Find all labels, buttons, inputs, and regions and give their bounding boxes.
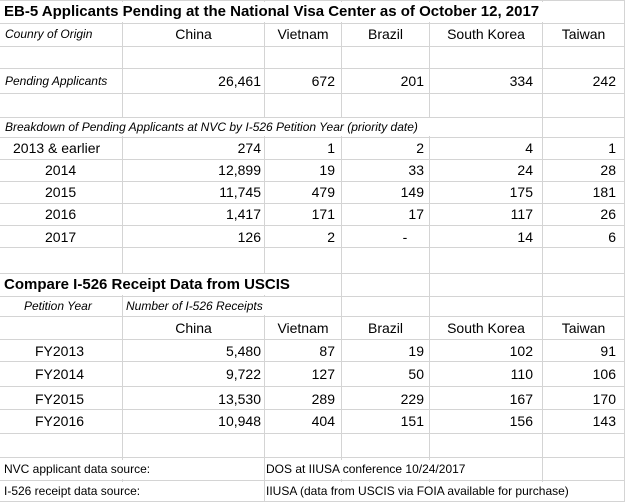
receipts-value: 9,722 (225, 366, 261, 382)
source-label-receipts: I-526 receipt data source: (0, 482, 254, 501)
receipts-value: 167 (509, 391, 533, 407)
receipts-value: 19 (408, 343, 424, 359)
header-country-brazil: Brazil (367, 26, 403, 42)
pending-value-china: 26,461 (218, 73, 261, 89)
receipts-count-label: Number of I-526 Receipts (123, 297, 286, 315)
sheet-title: EB-5 Applicants Pending at the National Visa Center as of October 12, 2017 (0, 2, 552, 22)
receipts-value: 102 (509, 343, 533, 359)
breakdown-value: 479 (311, 184, 335, 200)
receipts-title: Compare I-526 Receipt Data from USCIS (0, 274, 304, 295)
breakdown-value: 17 (408, 206, 424, 222)
header-country-south-korea: South Korea (447, 26, 525, 42)
receipts-value: 170 (592, 391, 616, 407)
receipts-country-brazil: Brazil (367, 320, 403, 336)
breakdown-year: 2013 & earlier (13, 140, 101, 156)
breakdown-value: 171 (311, 206, 335, 222)
petition-year-label: Petition Year (24, 299, 92, 313)
receipts-value: 10,948 (218, 413, 261, 429)
breakdown-value: 26 (600, 206, 616, 222)
receipts-value: 106 (592, 366, 616, 382)
header-country-vietnam: Vietnam (277, 26, 329, 42)
source-value-nvc: DOS at IIUSA conference 10/24/2017 (265, 460, 506, 479)
pending-value-south-korea: 334 (509, 73, 533, 89)
pending-value-brazil: 201 (400, 73, 424, 89)
receipts-value: 151 (400, 413, 424, 429)
origin-label: Counry of Origin (5, 27, 93, 41)
source-label-nvc: NVC applicant data source: (0, 460, 254, 479)
breakdown-value: 24 (517, 162, 533, 178)
receipts-value: 87 (319, 343, 335, 359)
breakdown-value: 126 (237, 229, 261, 245)
breakdown-value: 1 (608, 140, 616, 156)
receipts-value: 110 (510, 366, 533, 382)
breakdown-value: 33 (408, 162, 424, 178)
receipts-country-south-korea: South Korea (447, 320, 525, 336)
breakdown-value: 181 (592, 184, 616, 200)
breakdown-value: 14 (517, 229, 533, 245)
breakdown-value: 11,745 (219, 184, 261, 200)
pending-label: Pending Applicants (5, 74, 108, 88)
receipts-year: FY2014 (35, 366, 85, 382)
breakdown-value: 2 (327, 229, 335, 245)
breakdown-value: 28 (600, 162, 616, 178)
breakdown-value: 4 (525, 140, 533, 156)
receipts-value: 5,480 (225, 343, 261, 359)
breakdown-year: 2016 (45, 206, 77, 222)
receipts-value: 13,530 (218, 391, 261, 407)
receipts-value: 289 (311, 391, 335, 407)
receipts-value: 143 (592, 413, 616, 429)
breakdown-year: 2015 (45, 184, 77, 200)
receipts-year: FY2015 (35, 391, 85, 407)
breakdown-title: Breakdown of Pending Applicants at NVC by I-526 Petition Year (priority date) (0, 118, 457, 136)
source-value-receipts: IIUSA (data from USCIS via FOIA available for purchase) (265, 482, 621, 501)
breakdown-value: 175 (509, 184, 533, 200)
receipts-year: FY2016 (35, 413, 85, 429)
breakdown-value: 149 (400, 184, 424, 200)
header-country-taiwan: Taiwan (561, 26, 606, 42)
breakdown-year: 2017 (45, 229, 77, 245)
receipts-value: 127 (311, 366, 335, 382)
receipts-country-vietnam: Vietnam (277, 320, 329, 336)
pending-value-taiwan: 242 (592, 73, 616, 89)
receipts-value: 50 (408, 366, 424, 382)
breakdown-value: 1 (327, 140, 335, 156)
breakdown-value: - (402, 229, 408, 245)
breakdown-value: 2 (416, 140, 424, 156)
breakdown-value: 117 (510, 206, 533, 222)
receipts-value: 229 (400, 391, 424, 407)
receipts-year: FY2013 (35, 343, 85, 359)
breakdown-year: 2014 (45, 162, 77, 178)
breakdown-value: 1,417 (225, 206, 261, 222)
breakdown-value: 274 (237, 140, 261, 156)
receipts-country-china: China (175, 320, 212, 336)
breakdown-value: 19 (319, 162, 335, 178)
receipts-value: 91 (600, 343, 616, 359)
breakdown-value: 12,899 (218, 162, 261, 178)
receipts-value: 404 (311, 413, 335, 429)
pending-value-vietnam: 672 (311, 73, 335, 89)
receipts-country-taiwan: Taiwan (561, 320, 606, 336)
breakdown-value: 6 (608, 229, 616, 245)
receipts-value: 156 (509, 413, 533, 429)
header-country-china: China (175, 26, 212, 42)
